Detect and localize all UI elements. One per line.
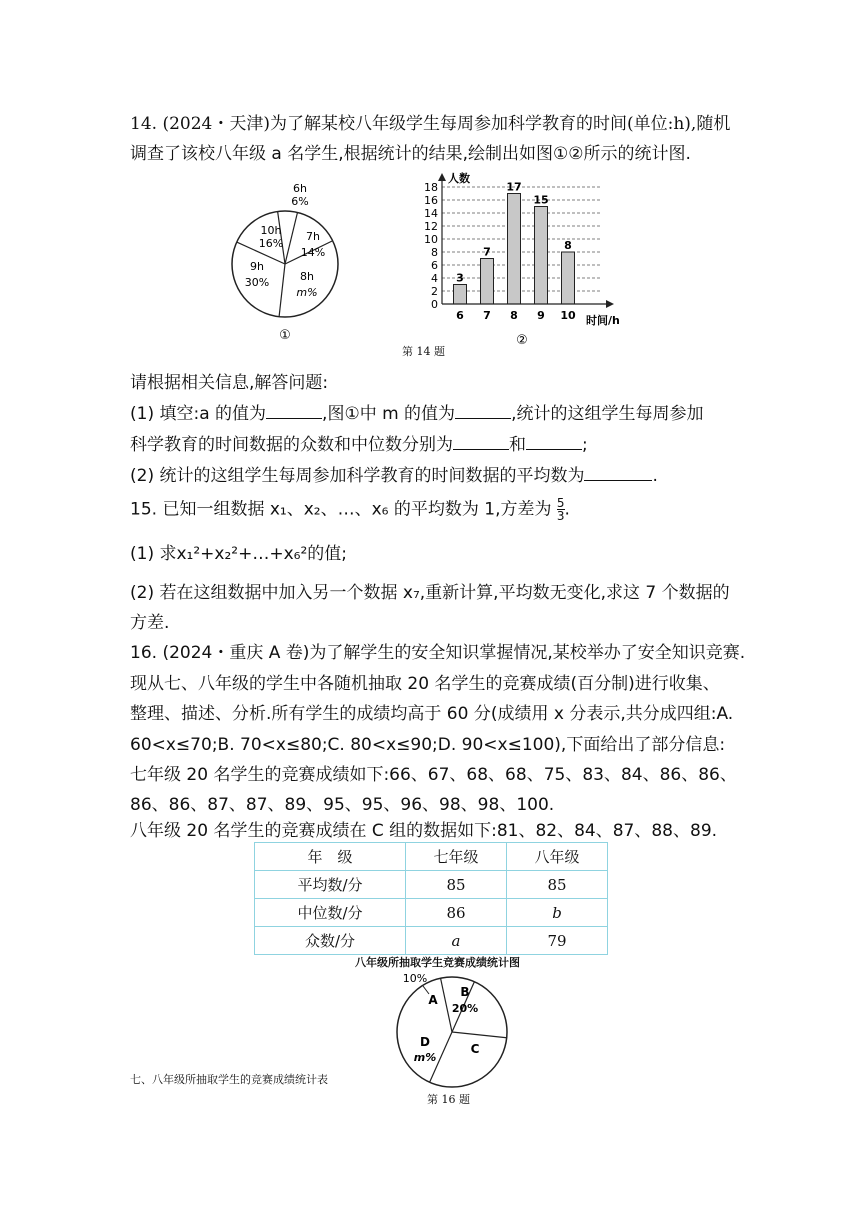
q16-line5: 七年级 20 名学生的竞赛成绩如下:66、67、68、68、75、83、84、86、86、 xyxy=(130,765,737,785)
bar14-ytick-label: 0 xyxy=(431,298,438,311)
table-cell: 85 xyxy=(406,871,507,899)
bar14-ylabel: 人数 xyxy=(448,172,470,185)
bar14-ytick-label: 8 xyxy=(431,246,438,259)
answer-blank-a xyxy=(266,402,322,419)
bar14-ytick-label: 14 xyxy=(424,207,438,220)
table-cell: 79 xyxy=(507,927,608,955)
bar14-ytick-label: 18 xyxy=(424,181,438,194)
q14-bar-chart xyxy=(400,168,640,348)
pie16-value-b: 20% xyxy=(451,1002,479,1015)
table-cell: 众数/分 xyxy=(255,927,406,955)
q15-line1: 15. 已知一组数据 x₁、x₂、…、x₆ 的平均数为 1,方差为 $\frac{5}{3}$ . xyxy=(130,496,570,523)
pie14-value-8h: m% xyxy=(296,286,318,299)
table-cell: 平均数/分 xyxy=(255,871,406,899)
pie16-label-a: A xyxy=(428,993,438,1007)
pie16-label-b: B xyxy=(460,985,470,999)
answer-blank-m xyxy=(455,402,511,419)
q15-frac-num: 5 xyxy=(556,496,565,510)
bar14-xtick-label: 9 xyxy=(537,309,545,322)
bar14-value-label: 8 xyxy=(564,239,572,252)
bar14-bar xyxy=(454,285,467,305)
pie14-divider xyxy=(285,212,297,264)
bar14-value-label: 7 xyxy=(483,245,491,259)
q16-line4: 60<x≤70;B. 70<x≤80;C. 80<x≤90;D. 90<x≤100),下面给出了部分信息: xyxy=(130,735,726,755)
q16-line2: 现从七、八年级的学生中各随机抽取 20 名学生的竞赛成绩(百分制)进行收集、 xyxy=(130,674,720,694)
q16-line3: 整理、描述、分析.所有学生的成绩均高于 60 分(成绩用 x 分表示,共分成四组:A. xyxy=(130,704,734,724)
bar14-ytick-label: 10 xyxy=(424,233,438,246)
table-header-cell: 八年级 xyxy=(507,843,608,871)
pie14-label-9h: 9h xyxy=(250,260,264,273)
q14-line1: 14. (2024・天津)为了解某校八年级学生每周参加科学教育的时间(单位:h),随机 xyxy=(130,114,731,134)
pie14-label-10h: 10h xyxy=(260,224,282,237)
bar14-ytick-label: 4 xyxy=(431,272,438,285)
q14-prompt: 请根据相关信息,解答问题: xyxy=(130,373,329,393)
table-cell: a xyxy=(406,927,507,955)
bar14-ytick-label: 16 xyxy=(424,194,438,207)
q16-caption: 第 16 题 xyxy=(427,1093,470,1106)
bar14-xtick-label: 8 xyxy=(510,309,518,322)
table-cell: b xyxy=(507,899,608,927)
bar14-ytick-label: 12 xyxy=(424,220,438,233)
pie16-divider xyxy=(441,978,452,1032)
bar14-bar xyxy=(508,194,521,305)
table-row xyxy=(255,927,608,955)
pie16-label-d: D xyxy=(420,1035,430,1049)
q16-table-caption: 七、八年级所抽取学生的竞赛成绩统计表 xyxy=(130,1073,328,1086)
q15-part2-line2: 方差. xyxy=(130,613,170,633)
bar14-xlabel: 时间/h xyxy=(586,314,620,327)
q14-line2: 调查了该校八年级 a 名学生,根据统计的结果,绘制出如图①②所示的统计图. xyxy=(130,144,691,164)
pie16-value-d: m% xyxy=(413,1051,437,1064)
table-cell: 中位数/分 xyxy=(255,899,406,927)
pie16-value-a: 10% xyxy=(402,972,428,985)
answer-blank-median xyxy=(526,433,582,450)
q16-line7: 八年级 20 名学生的竞赛成绩在 C 组的数据如下:81、82、84、87、88、89. xyxy=(130,821,718,841)
pie14-divider xyxy=(279,264,285,317)
table-row xyxy=(255,899,608,927)
answer-blank-mode xyxy=(453,433,509,450)
table-cell: 86 xyxy=(406,899,507,927)
q16-line6: 86、86、87、87、89、95、95、96、98、98、100. xyxy=(130,795,555,815)
q14-part2: (2) 统计的这组学生每周参加科学教育的时间数据的平均数为 . xyxy=(130,466,658,486)
bar14-value-label: 17 xyxy=(506,180,522,194)
bar14-value-label: 15 xyxy=(533,193,549,207)
bar14-bar xyxy=(481,259,494,305)
answer-blank-mean xyxy=(584,464,652,481)
q14-caption: 第 14 题 xyxy=(402,345,445,358)
pie14-value-6h: 6% xyxy=(291,195,309,208)
pie14-value-10h: 16% xyxy=(258,237,284,250)
q14-pie-chart xyxy=(225,176,365,346)
q16-pie-title: 八年级所抽取学生竞赛成绩统计图 xyxy=(355,956,520,969)
bar14-xtick-label: 6 xyxy=(456,309,464,322)
bar14-bar xyxy=(535,207,548,305)
pie14-label-7h: 7h xyxy=(306,230,320,243)
table-header-cell: 七年级 xyxy=(406,843,507,871)
pie14-label-6h: 6h xyxy=(293,182,307,195)
pie16-divider xyxy=(452,1032,507,1038)
q16-pie-chart xyxy=(385,968,515,1093)
table-row xyxy=(255,871,608,899)
pie14-value-9h: 30% xyxy=(244,276,270,289)
bar14-xtick-label: 10 xyxy=(560,309,576,322)
pie16-label-c: C xyxy=(470,1042,480,1056)
q15-part1: (1) 求x₁²+x₂²+…+x₆²的值; xyxy=(130,544,348,564)
q16-score-table xyxy=(254,842,608,955)
bar14-figure-label: ② xyxy=(516,333,528,348)
bar14-ytick-label: 6 xyxy=(431,259,438,272)
table-cell: 85 xyxy=(507,871,608,899)
table-header-row xyxy=(255,843,608,871)
pie14-figure-label: ① xyxy=(279,328,291,343)
table-header-cell: 年 级 xyxy=(255,843,406,871)
q15-part2-line1: (2) 若在这组数据中加入另一个数据 x₇,重新计算,平均数无变化,求这 7 个数据的 xyxy=(130,583,730,603)
bar14-value-label: 3 xyxy=(456,271,464,285)
bar14-xtick-label: 7 xyxy=(483,309,491,322)
bar14-bar xyxy=(562,252,575,304)
q14-part1-line1: (1) 填空:a 的值为 ,图①中 m 的值为 ,统计的这组学生每周参加 xyxy=(130,404,704,424)
q15-frac-den: 3 xyxy=(556,509,565,523)
q14-part1-line2: 科学教育的时间数据的众数和中位数分别为 和 ; xyxy=(130,435,588,455)
pie14-value-7h: 14% xyxy=(300,246,326,259)
bar14-ytick-label: 2 xyxy=(431,285,438,298)
q16-line1: 16. (2024・重庆 A 卷)为了解学生的安全知识掌握情况,某校举办了安全知识竞赛. xyxy=(130,643,746,663)
pie14-label-8h: 8h xyxy=(300,270,314,283)
